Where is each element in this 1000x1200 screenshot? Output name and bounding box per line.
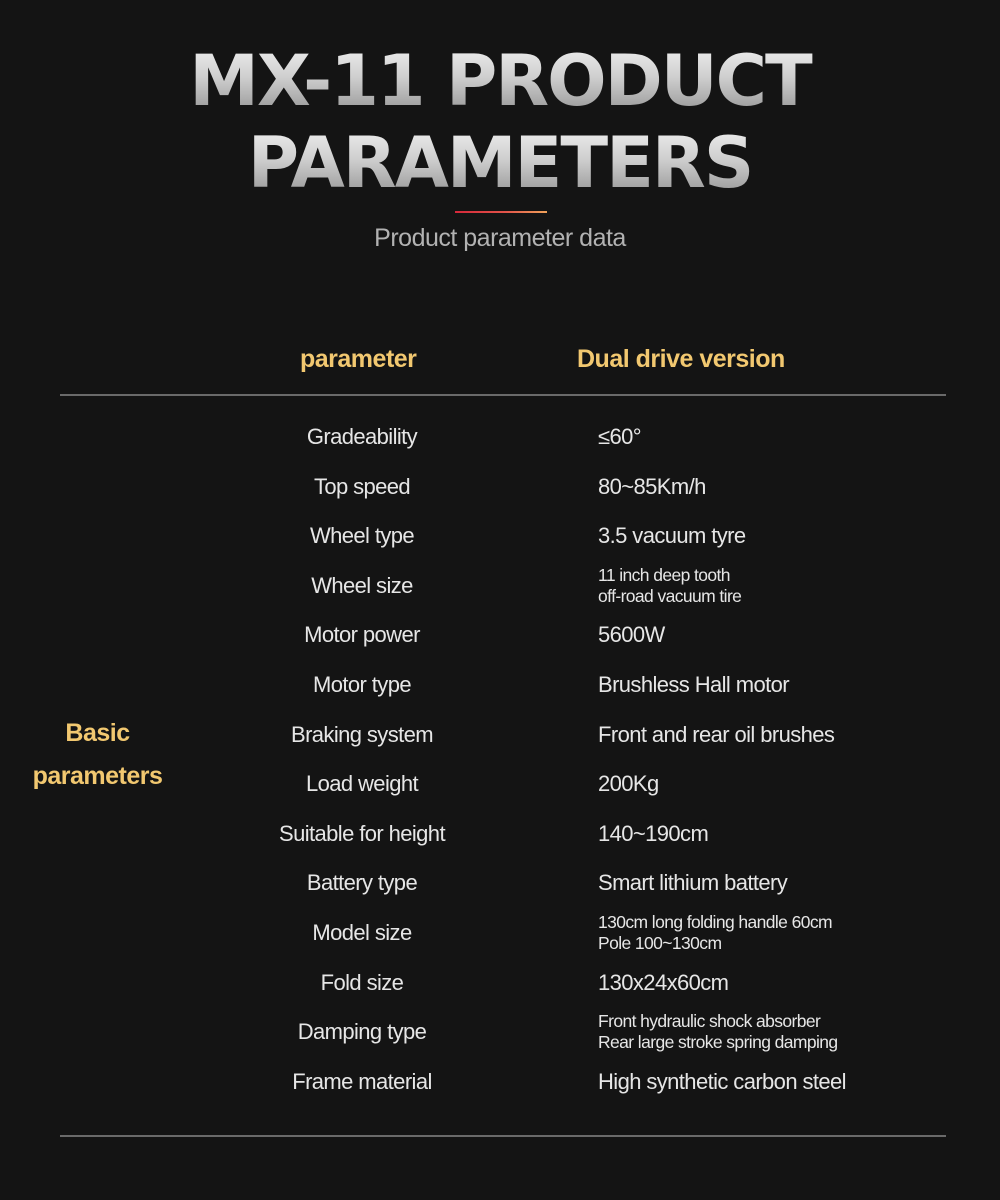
table-bottom-divider (60, 1135, 946, 1137)
table-row (0, 809, 1000, 859)
param-name: Battery type (306, 870, 418, 896)
table-top-divider (60, 394, 946, 396)
page-title (0, 40, 1000, 204)
table-row (0, 958, 1000, 1008)
table-row (0, 561, 1000, 611)
table-row (0, 908, 1000, 958)
param-value-line-2: off-road vacuum tire (598, 585, 742, 606)
param-value-line-1: Front hydraulic shock absorber (598, 1010, 821, 1031)
param-value: ≤60° (598, 424, 641, 449)
param-value-line-2: Pole 100~130cm (598, 932, 722, 953)
param-name: Motor type (313, 671, 411, 697)
param-value-line-2: Rear large stroke spring damping (598, 1031, 838, 1052)
param-name: Wheel size (311, 572, 413, 598)
param-value: 5600W (598, 622, 665, 648)
table-row (0, 710, 1000, 760)
table-row (0, 1057, 1000, 1107)
param-value: Front and rear oil brushes (598, 721, 835, 747)
param-value: 80~85Km/h (598, 473, 706, 499)
param-name: Top speed (313, 473, 411, 499)
param-name: Suitable for height (279, 820, 445, 846)
param-name: Load weight (305, 771, 419, 797)
group-label-line-1: Basic (65, 719, 130, 747)
table-row (0, 610, 1000, 660)
table-row (0, 759, 1000, 809)
param-name: Motor power (304, 622, 420, 648)
accent-divider (455, 211, 547, 213)
group-label-line-2: parameters (32, 762, 163, 790)
param-value (598, 1007, 838, 1057)
table-row (0, 412, 1000, 462)
param-value: 140~190cm (598, 820, 709, 846)
param-name: Wheel type (309, 523, 415, 549)
table-row (0, 1007, 1000, 1057)
param-name: Model size (312, 919, 412, 945)
table-row (0, 462, 1000, 512)
table-row (0, 858, 1000, 908)
param-name: Frame material (292, 1068, 432, 1094)
param-name: Braking system (291, 721, 433, 747)
title-line-2: PARAMETERS (0, 122, 1000, 204)
param-value: 130x24x60cm (598, 969, 729, 995)
param-value: High synthetic carbon steel (598, 1068, 846, 1094)
subtitle: Product parameter data (374, 224, 626, 252)
param-value-line-1: 130cm long folding handle 60cm (598, 911, 832, 932)
param-name: Gradeability (306, 424, 418, 449)
table-row (0, 511, 1000, 561)
param-value: Brushless Hall motor (598, 671, 789, 697)
title-line-1: MX-11 PRODUCT (0, 40, 1000, 122)
column-header-version: Dual drive version (577, 345, 785, 373)
table-row (0, 660, 1000, 710)
param-value: 200Kg (598, 771, 659, 797)
param-value (598, 908, 832, 958)
param-name: Fold size (320, 969, 404, 995)
param-name: Damping type (297, 1019, 427, 1045)
column-header-parameter: parameter (300, 345, 417, 373)
param-value-line-1: 11 inch deep tooth (598, 564, 730, 585)
parameter-table (0, 412, 1000, 1106)
param-value: 3.5 vacuum tyre (598, 523, 746, 549)
param-value: Smart lithium battery (598, 870, 788, 896)
param-value (598, 561, 741, 611)
